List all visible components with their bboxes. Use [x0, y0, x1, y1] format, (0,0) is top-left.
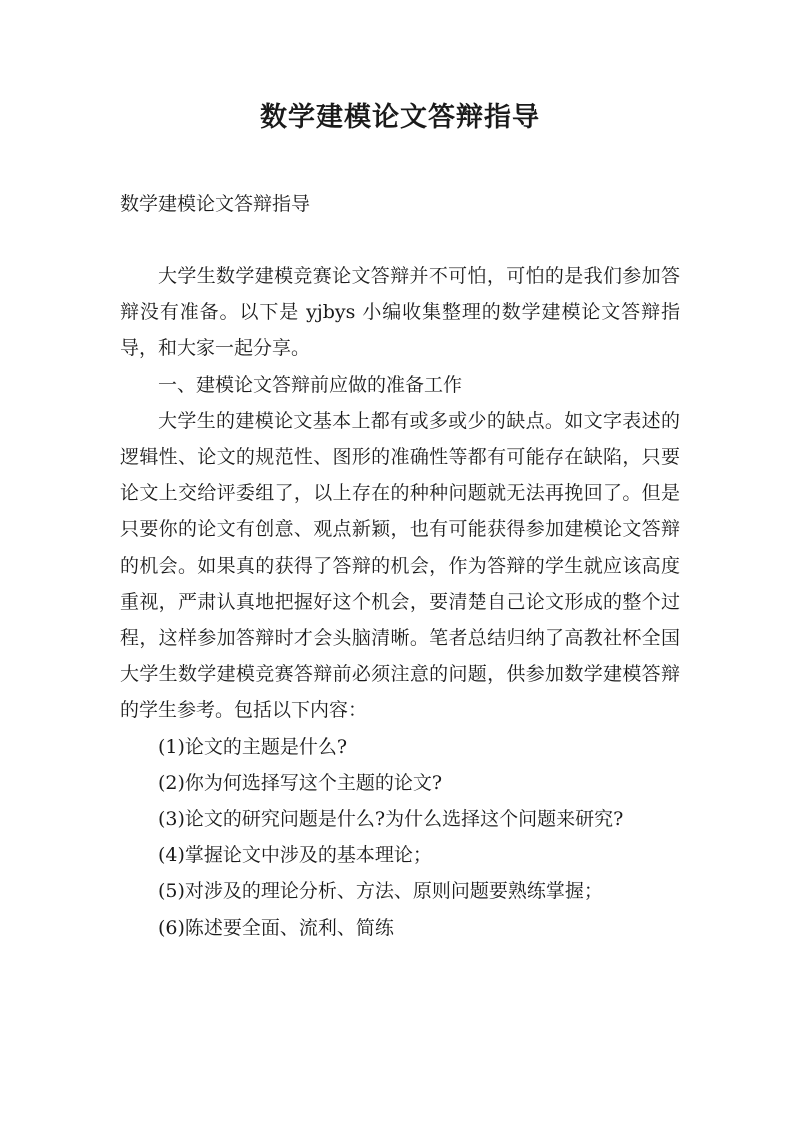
list-item: (4)掌握论文中涉及的基本理论； [158, 844, 432, 867]
list-item: (1)论文的主题是什么? [158, 735, 348, 758]
list-item: (6)陈述要全面、流利、简练 [158, 916, 394, 939]
body-paragraph: 大学生的建模论文基本上都有或多或少的缺点。如文字表述的逻辑性、论文的规范性、图形的准确性等都有可能存在缺陷，只要论文上交给评委组了，以上存在的种种问题就无法再挽回了。但是只要你的论文有创意、观点新颖，也有可能获得参加建模论文答辩的机会。如果真的获得了答辩的机会，作为答辩的学生就应该高度重视，严肃认真地把握好这个机会，要清楚自己论文形成的整个过程，这样参加答辩时才会头脑清晰。笔者总结归纳了高教社杯全国大学生数学建模竞赛答辩前必须注意的问题，供参加数学建模答辩的学生参考。包括以下内容： [120, 409, 680, 722]
list-item: (3)论文的研究问题是什么?为什么选择这个问题来研究? [158, 808, 624, 831]
list-item: (5)对涉及的理论分析、方法、原则问题要熟练掌握； [158, 880, 603, 903]
section-heading: 一、建模论文答辩前应做的准备工作 [158, 373, 463, 396]
document-subtitle: 数学建模论文答辩指导 [120, 193, 311, 215]
list-item: (2)你为何选择写这个主题的论文? [158, 771, 443, 794]
intro-paragraph: 大学生数学建模竞赛论文答辩并不可怕，可怕的是我们参加答辩没有准备。以下是 yjbys 小编收集整理的数学建模论文答辩指导，和大家一起分享。 [120, 265, 680, 360]
document-body [120, 258, 680, 946]
document-title: 数学建模论文答辩指导 [260, 102, 540, 133]
